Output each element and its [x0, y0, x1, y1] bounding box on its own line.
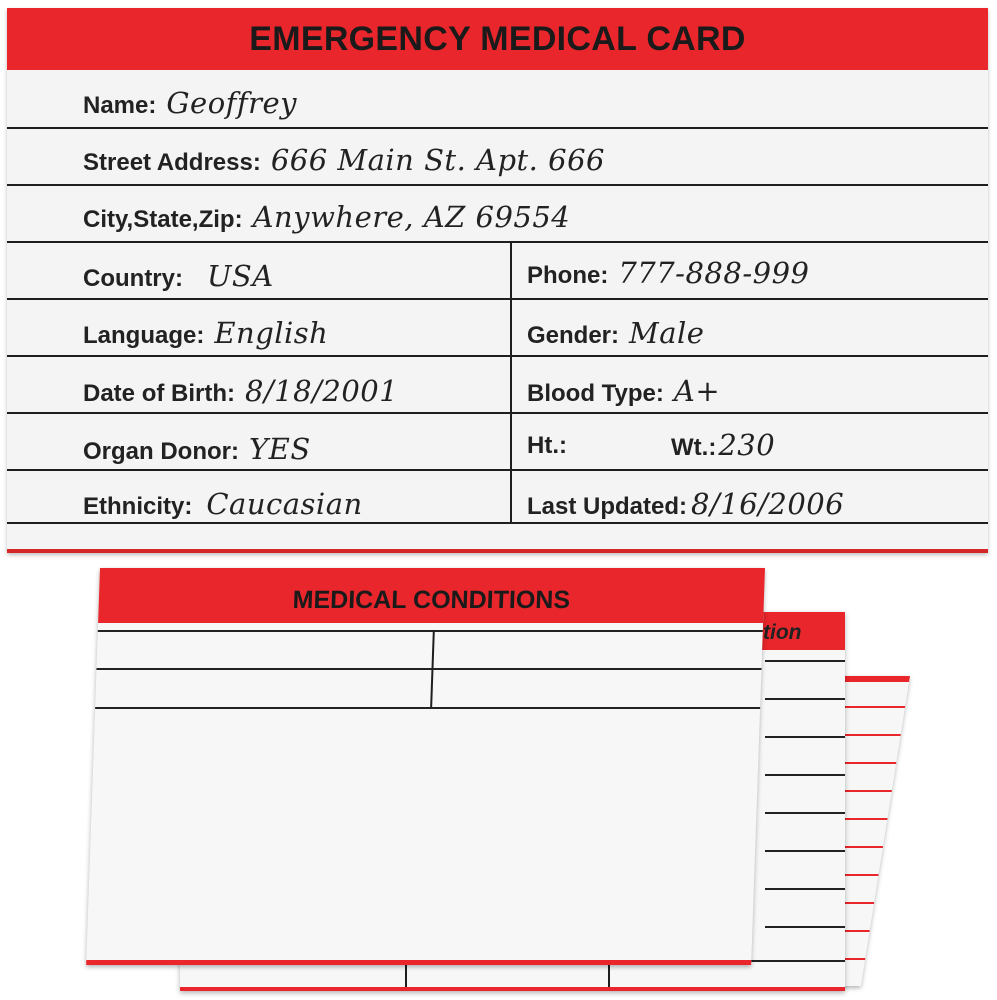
field-country: [83, 259, 274, 293]
country-value: USA: [206, 259, 274, 293]
field-city-state-zip: [83, 200, 570, 234]
blood-type-label: Blood Type:: [527, 380, 664, 407]
date-of-birth-value: 8/18/2001: [245, 374, 399, 408]
weight-label: Wt.:: [671, 434, 717, 461]
field-phone: [527, 256, 809, 290]
field-date-of-birth: [83, 374, 398, 408]
last-updated-label: Last Updated:: [527, 493, 688, 520]
name-label: Name:: [83, 92, 157, 119]
language-value: English: [214, 316, 329, 350]
field-last-updated: [527, 487, 844, 521]
language-label: Language:: [83, 322, 205, 349]
organ-donor-label: Organ Donor:: [83, 438, 239, 465]
field-street-address: [83, 143, 605, 177]
street-address-value: 666 Main St. Apt. 666: [270, 143, 605, 177]
street-address-label: Street Address:: [83, 149, 261, 176]
card-title: EMERGENCY MEDICAL CARD: [249, 19, 746, 58]
ethnicity-value: Caucasian: [206, 487, 363, 521]
field-ethnicity: [83, 487, 363, 521]
blood-type-value: A+: [673, 374, 721, 408]
ethnicity-label: Ethnicity:: [83, 493, 193, 520]
phone-value: 777-888-999: [618, 256, 810, 290]
gender-label: Gender:: [527, 322, 620, 349]
field-blood-type: [527, 374, 720, 408]
weight-value: 230: [718, 428, 776, 462]
name-value: Geoffrey: [166, 86, 298, 120]
medical-conditions-card: [86, 568, 765, 965]
field-gender: [527, 316, 704, 350]
field-organ-donor: [83, 432, 311, 466]
last-updated-value: 8/16/2006: [691, 487, 845, 521]
field-language: [83, 316, 328, 350]
medical-conditions-title: MEDICAL CONDITIONS: [292, 586, 571, 614]
card-header: [7, 8, 988, 70]
back-card-middle-title: tion: [763, 621, 802, 644]
city-state-zip-label: City,State,Zip:: [83, 206, 243, 233]
field-height: [527, 432, 577, 460]
country-label: Country:: [83, 265, 183, 292]
emergency-medical-card: [7, 8, 988, 553]
phone-label: Phone:: [527, 262, 609, 289]
organ-donor-value: YES: [249, 432, 311, 466]
field-name: [83, 86, 297, 120]
date-of-birth-label: Date of Birth:: [83, 380, 235, 407]
city-state-zip-value: Anywhere, AZ 69554: [252, 200, 571, 234]
field-weight: [671, 428, 775, 462]
height-label: Ht.:: [527, 432, 567, 459]
gender-value: Male: [629, 316, 705, 350]
